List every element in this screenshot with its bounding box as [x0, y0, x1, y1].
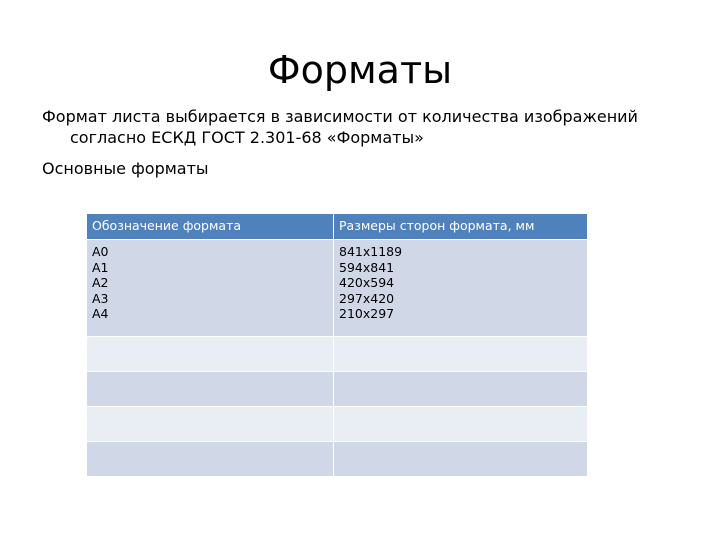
table-row — [87, 442, 588, 477]
empty-cell — [334, 372, 588, 407]
header-designation: Обозначение формата — [87, 214, 334, 240]
empty-cell — [87, 337, 334, 372]
size-a3: 297х420 — [339, 290, 395, 306]
designation-cell — [87, 240, 334, 337]
empty-cell — [334, 337, 588, 372]
table-row — [87, 372, 588, 407]
intro-paragraph: Формат листа выбирается в зависимости от количества изображений согласно ЕСКД ГОСТ 2.301-68 «Форматы» — [42, 107, 638, 147]
table-row — [87, 240, 588, 337]
table-header-row — [87, 214, 588, 240]
designation-a1: А1 — [92, 259, 109, 275]
empty-cell — [87, 442, 334, 477]
formats-table — [86, 213, 588, 477]
slide-body — [42, 106, 692, 179]
sizes-cell — [334, 240, 588, 337]
slide-title: Форматы — [267, 48, 453, 92]
empty-cell — [334, 442, 588, 477]
table-row — [87, 407, 588, 442]
size-a1: 594х841 — [339, 259, 395, 275]
table-row — [87, 337, 588, 372]
subheading-paragraph: Основные форматы — [42, 159, 209, 178]
header-sizes: Размеры сторон формата, мм — [334, 214, 588, 240]
designation-a4: А4 — [92, 306, 109, 321]
size-a0: 841х1189 — [339, 244, 403, 259]
designation-a2: А2 — [92, 275, 109, 290]
size-a2: 420х594 — [339, 275, 395, 290]
size-a4: 210х297 — [339, 306, 395, 321]
designation-a3: А3 — [92, 290, 109, 306]
empty-cell — [87, 372, 334, 407]
empty-cell — [334, 407, 588, 442]
designation-a0: А0 — [92, 244, 109, 259]
empty-cell — [87, 407, 334, 442]
